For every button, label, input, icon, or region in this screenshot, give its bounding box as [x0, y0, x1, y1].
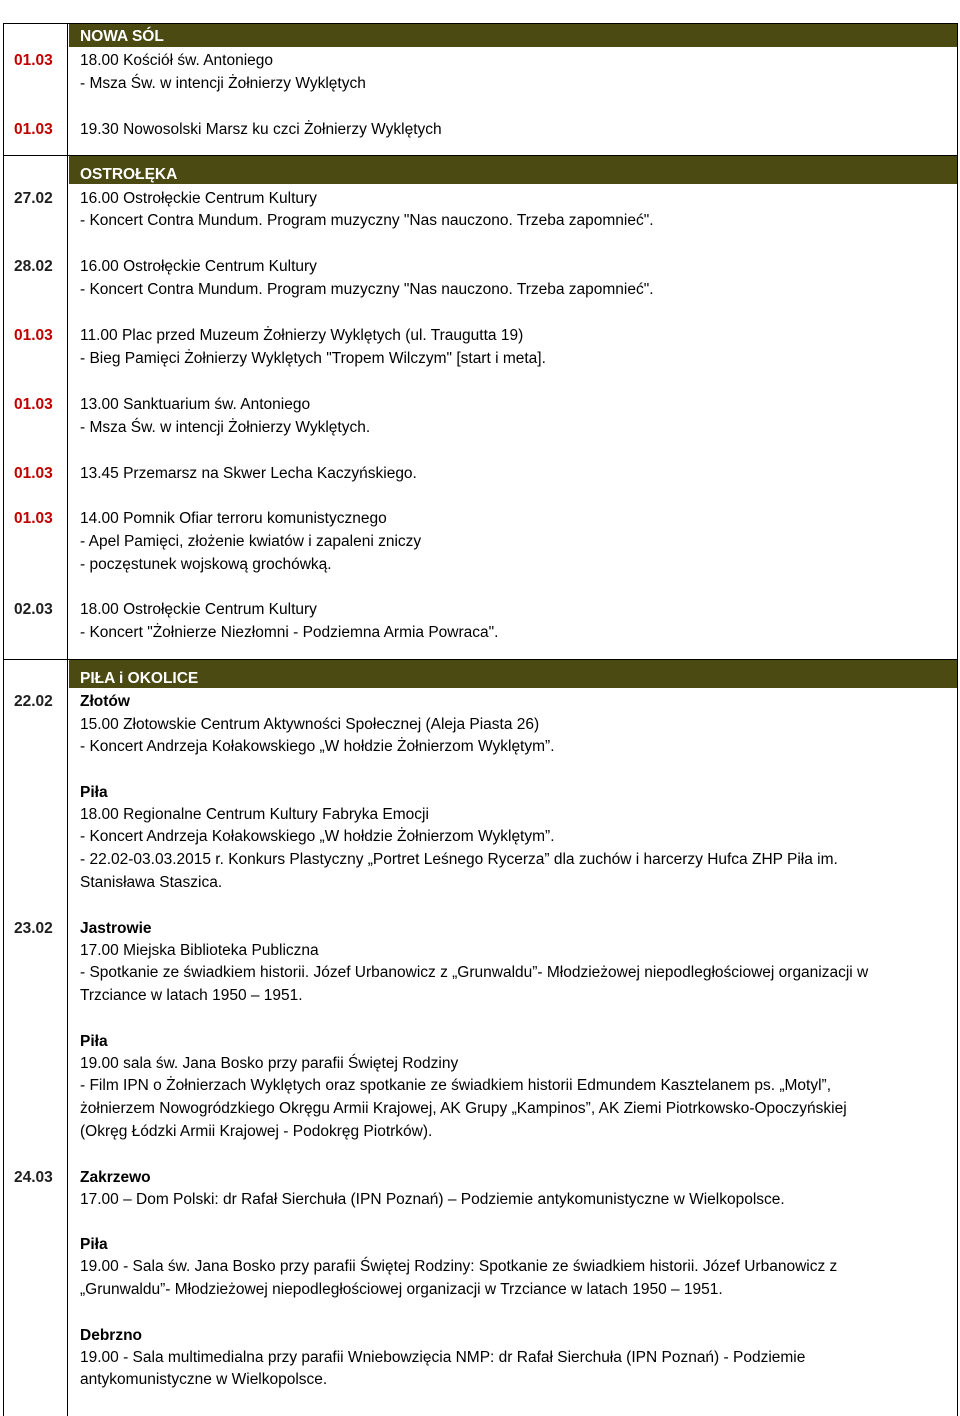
event-line: 19.00 - Sala św. Jana Bosko przy parafii Świętej Rodziny: Spotkanie ze świadkiem historii. Józef Urbanowicz z — [80, 1258, 838, 1275]
event-date: 02.03 — [14, 601, 53, 618]
event-date: 01.03 — [14, 396, 53, 413]
event-line: - Koncert Andrzeja Kołakowskiego „W hołdzie Żołnierzom Wyklętym”. — [80, 828, 555, 845]
event-place: Piła — [80, 784, 108, 801]
event-place: Zakrzewo — [80, 1169, 151, 1186]
event-line: Stanisława Staszica. — [80, 874, 223, 891]
event-line: żołnierzem Nowogródzkiego Okręgu Armii Krajowej, AK Grupy „Kampinos”, AK Ziemi Piotrkowsko-Opoczyńskiej — [80, 1100, 847, 1117]
column-divider — [67, 23, 68, 1416]
event-line: - 22.02-03.03.2015 r. Konkurs Plastyczny „Portret Leśnego Rycerza” dla zuchów i harcerzy Hufca ZHP Piła im. — [80, 851, 838, 868]
event-line: 16.00 Ostrołęckie Centrum Kultury — [80, 190, 317, 207]
event-line: - poczęstunek wojskową grochówką. — [80, 556, 332, 573]
section-title: OSTROŁĘKA — [80, 166, 178, 183]
event-line: 18.00 Kościół św. Antoniego — [80, 52, 274, 69]
event-place: Debrzno — [80, 1327, 142, 1344]
event-date: 23.02 — [14, 920, 53, 937]
section-header-bar — [69, 156, 957, 184]
section-header-bar — [69, 24, 957, 47]
event-line: 18.00 Regionalne Centrum Kultury Fabryka Emocji — [80, 806, 429, 823]
event-date: 22.02 — [14, 693, 53, 710]
event-line: 17.00 Miejska Biblioteka Publiczna — [80, 942, 319, 959]
event-place: Piła — [80, 1236, 108, 1253]
event-line: (Okręg Łódzki Armii Krajowej - Podokręg Piotrków). — [80, 1123, 433, 1140]
event-date: 24.03 — [14, 1169, 53, 1186]
event-line: - Film IPN o Żołnierzach Wyklętych oraz spotkanie ze świadkiem historii Edmundem Kasztelanem ps. „Motyl”, — [80, 1077, 832, 1094]
event-line: 19.30 Nowosolski Marsz ku czci Żołnierzy Wyklętych — [80, 121, 442, 138]
event-line: „Grunwaldu”- Młodzieżowej niepodległościowej organizacji w Trzciance w latach 1950 – 1951. — [80, 1281, 723, 1298]
event-line: - Bieg Pamięci Żołnierzy Wyklętych "Tropem Wilczym" [start i meta]. — [80, 350, 546, 367]
event-line: - Msza Św. w intencji Żołnierzy Wyklętych — [80, 75, 366, 92]
event-place: Piła — [80, 1033, 108, 1050]
section-title: PIŁA i OKOLICE — [80, 670, 199, 687]
event-line: - Koncert "Żołnierze Niezłomni - Podziemna Armia Powraca". — [80, 624, 499, 641]
event-line: - Spotkanie ze świadkiem historii. Józef Urbanowicz z „Grunwaldu”- Młodzieżowej niepodległościowej organizacji w — [80, 964, 869, 981]
event-line: - Apel Pamięci, złożenie kwiatów i zapaleni zniczy — [80, 533, 422, 550]
event-date: 01.03 — [14, 121, 53, 138]
event-line: - Koncert Contra Mundum. Program muzyczny "Nas nauczono. Trzeba zapomnieć". — [80, 212, 654, 229]
event-date: 01.03 — [14, 327, 53, 344]
event-date: 01.03 — [14, 510, 53, 527]
left-border — [3, 23, 4, 1416]
event-place: Jastrowie — [80, 920, 152, 937]
event-date: 27.02 — [14, 190, 53, 207]
event-line: 17.00 – Dom Polski: dr Rafał Sierchuła (IPN Poznań) – Podziemie antykomunistyczne w Wielkopolsce. — [80, 1191, 785, 1208]
section-title: NOWA SÓL — [80, 28, 164, 45]
event-line: 19.00 sala św. Jana Bosko przy parafii Świętej Rodziny — [80, 1055, 459, 1072]
event-line: 11.00 Plac przed Muzeum Żołnierzy Wyklętych (ul. Traugutta 19) — [80, 327, 524, 344]
event-line: antykomunistyczne w Wielkopolsce. — [80, 1371, 328, 1388]
event-place: Złotów — [80, 693, 130, 710]
event-line: 15.00 Złotowskie Centrum Aktywności Społecznej (Aleja Piasta 26) — [80, 716, 540, 733]
event-line: - Msza Św. w intencji Żołnierzy Wyklętych. — [80, 419, 371, 436]
event-line: 18.00 Ostrołęckie Centrum Kultury — [80, 601, 317, 618]
event-line: 19.00 - Sala multimedialna przy parafii Wniebowzięcia NMP: dr Rafał Sierchuła (IPN Poznań) - Podziemie — [80, 1349, 806, 1366]
section-header-bar — [69, 660, 957, 688]
right-border — [957, 23, 958, 1416]
event-date: 01.03 — [14, 465, 53, 482]
event-line: 14.00 Pomnik Ofiar terroru komunistycznego — [80, 510, 387, 527]
event-line: 13.45 Przemarsz na Skwer Lecha Kaczyńskiego. — [80, 465, 417, 482]
event-date: 28.02 — [14, 258, 53, 275]
event-line: Trzciance w latach 1950 – 1951. — [80, 987, 303, 1004]
event-line: - Koncert Andrzeja Kołakowskiego „W hołdzie Żołnierzom Wyklętym”. — [80, 738, 555, 755]
event-line: 16.00 Ostrołęckie Centrum Kultury — [80, 258, 317, 275]
event-line: 13.00 Sanktuarium św. Antoniego — [80, 396, 311, 413]
event-date: 01.03 — [14, 52, 53, 69]
event-line: - Koncert Contra Mundum. Program muzyczny "Nas nauczono. Trzeba zapomnieć". — [80, 281, 654, 298]
